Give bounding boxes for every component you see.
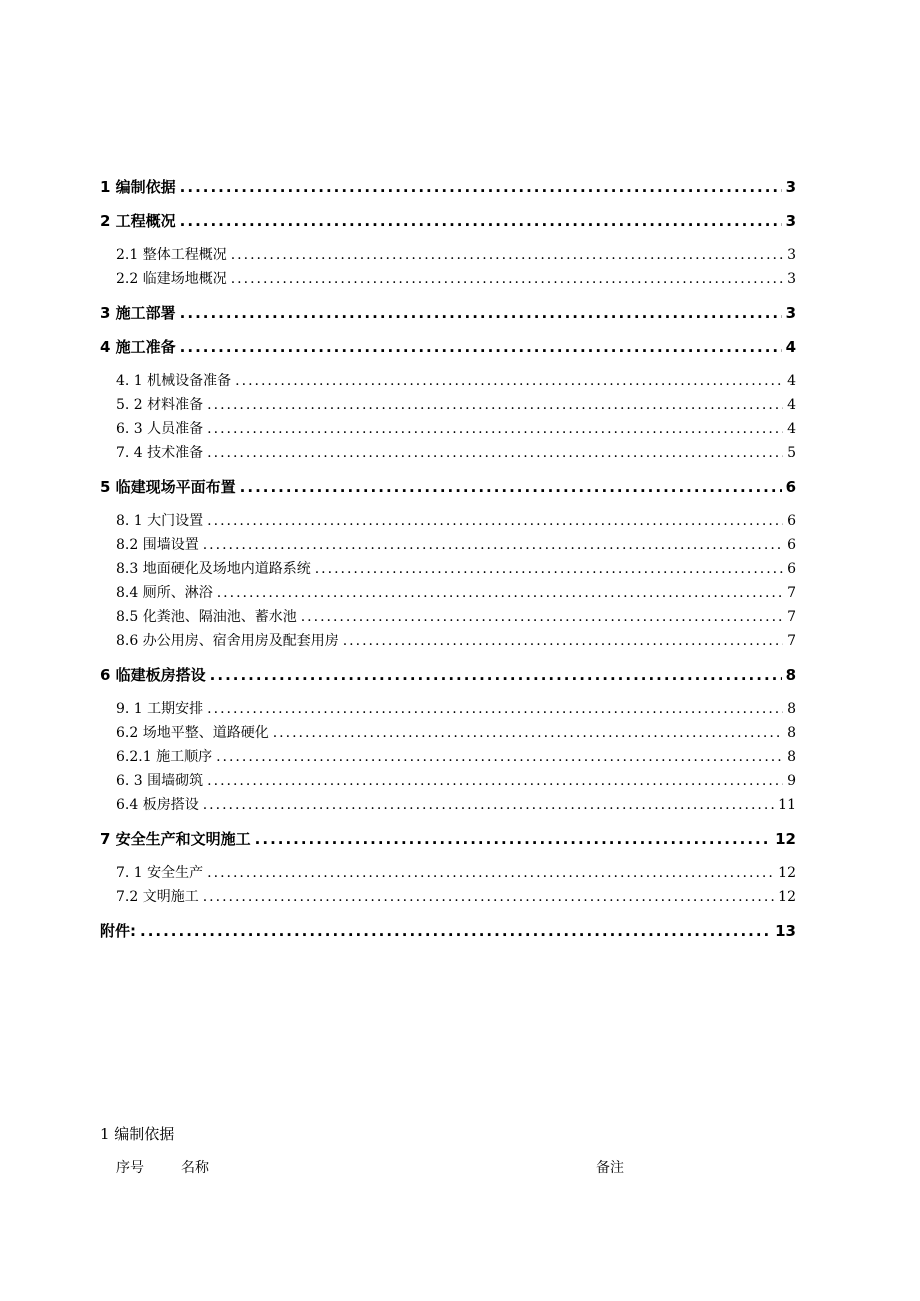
toc-entry-label: 5 临建现场平面布置 [100, 478, 236, 496]
toc-leader-dots [217, 585, 783, 601]
toc-leader-dots [203, 537, 783, 553]
toc-entry-page: 4 [787, 421, 796, 437]
toc-leader-dots [203, 797, 774, 813]
toc-leader-dots [315, 561, 783, 577]
toc-entry-label: 1 编制依据 [100, 178, 176, 196]
toc-leader-dots [180, 178, 782, 196]
toc-entry-page: 7 [787, 609, 796, 625]
toc-subentry[interactable] [100, 794, 796, 818]
toc-subentry[interactable] [100, 418, 796, 442]
toc-leader-dots [255, 830, 771, 848]
toc-subentry[interactable] [100, 244, 796, 268]
toc-entry-page: 9 [787, 773, 796, 789]
toc-entry[interactable] [100, 476, 796, 500]
toc-entry-label: 4. 1 机械设备准备 [116, 373, 232, 389]
toc-entry-page: 3 [785, 304, 796, 322]
toc-entry-label: 8.4 厕所、淋浴 [116, 585, 213, 601]
toc-entry-page: 6 [787, 537, 796, 553]
toc-leader-dots [207, 513, 783, 529]
toc-entry-page: 3 [785, 178, 796, 196]
toc-entry-page: 3 [787, 271, 796, 287]
toc-entry-page: 8 [787, 701, 796, 717]
toc-subentry[interactable] [100, 268, 796, 292]
table-header-index: 序号 [116, 1160, 144, 1176]
toc-entry-label: 7.2 文明施工 [116, 889, 199, 905]
toc-leader-dots [207, 445, 783, 461]
toc-leader-dots [216, 749, 783, 765]
toc-entry-page: 12 [778, 865, 796, 881]
toc-subentry[interactable] [100, 510, 796, 534]
toc-entry-page: 7 [787, 585, 796, 601]
toc-entry-label: 3 施工部署 [100, 304, 176, 322]
toc-subentry[interactable] [100, 862, 796, 886]
toc-entry-label: 7. 4 技术准备 [116, 445, 204, 461]
toc-leader-dots [203, 889, 774, 905]
toc-subentry[interactable] [100, 442, 796, 466]
toc-subentry[interactable] [100, 698, 796, 722]
toc-entry-page: 4 [785, 338, 796, 356]
toc-entry-label: 8.5 化粪池、隔油池、蓄水池 [116, 609, 297, 625]
toc-entry-page: 5 [787, 445, 796, 461]
toc-leader-dots [180, 212, 782, 230]
toc-entry-page: 4 [787, 397, 796, 413]
toc-entry-page: 3 [787, 247, 796, 263]
toc-entry-page: 6 [787, 513, 796, 529]
toc-entry-label: 8.3 地面硬化及场地内道路系统 [116, 561, 311, 577]
toc-entry-page: 13 [775, 922, 796, 940]
toc-entry[interactable] [100, 828, 796, 852]
toc-subentry[interactable] [100, 746, 796, 770]
toc-entry-label: 6.2 场地平整、道路硬化 [116, 725, 269, 741]
toc-entry-page: 12 [778, 889, 796, 905]
toc-subentry[interactable] [100, 534, 796, 558]
toc-entry-page: 8 [787, 749, 796, 765]
toc-entry-label: 2 工程概况 [100, 212, 176, 230]
toc-subentry[interactable] [100, 370, 796, 394]
toc-subentry[interactable] [100, 722, 796, 746]
table-header-name: 名称 [181, 1160, 209, 1176]
toc-entry-page: 8 [785, 666, 796, 684]
toc-subentry[interactable] [100, 770, 796, 794]
toc-entry-label: 7 安全生产和文明施工 [100, 830, 251, 848]
toc-subentry[interactable] [100, 394, 796, 418]
toc-leader-dots [180, 304, 782, 322]
table-of-contents [100, 176, 796, 944]
toc-entry-label: 5. 2 材料准备 [116, 397, 204, 413]
toc-entry-label: 9. 1 工期安排 [116, 701, 204, 717]
toc-leader-dots [207, 773, 783, 789]
toc-leader-dots [231, 247, 783, 263]
toc-leader-dots [240, 478, 782, 496]
toc-leader-dots [343, 633, 783, 649]
toc-leader-dots [207, 865, 774, 881]
toc-entry[interactable] [100, 664, 796, 688]
toc-entry-label: 8.2 围墙设置 [116, 537, 199, 553]
toc-entry-page: 3 [785, 212, 796, 230]
toc-entry-label: 6.2.1 施工顺序 [116, 749, 213, 765]
toc-entry-page: 6 [785, 478, 796, 496]
toc-leader-dots [140, 922, 771, 940]
toc-entry-label: 8. 1 大门设置 [116, 513, 204, 529]
toc-leader-dots [231, 271, 783, 287]
toc-leader-dots [180, 338, 782, 356]
toc-entry-label: 7. 1 安全生产 [116, 865, 204, 881]
toc-entry-label: 2.2 临建场地概况 [116, 271, 227, 287]
toc-entry[interactable] [100, 302, 796, 326]
toc-entry-label: 6. 3 围墙砌筑 [116, 773, 204, 789]
toc-entry-page: 8 [787, 725, 796, 741]
toc-entry[interactable] [100, 176, 796, 200]
toc-leader-dots [210, 666, 782, 684]
toc-entry-label: 2.1 整体工程概况 [116, 247, 227, 263]
toc-entry-label: 4 施工准备 [100, 338, 176, 356]
toc-leader-dots [301, 609, 783, 625]
toc-entry-label: 8.6 办公用房、宿舍用房及配套用房 [116, 633, 339, 649]
section-heading: 1 编制依据 [100, 1125, 175, 1143]
toc-entry[interactable] [100, 920, 796, 944]
toc-subentry[interactable] [100, 886, 796, 910]
toc-entry[interactable] [100, 336, 796, 360]
toc-entry-page: 6 [787, 561, 796, 577]
toc-subentry[interactable] [100, 606, 796, 630]
toc-subentry[interactable] [100, 558, 796, 582]
toc-leader-dots [273, 725, 783, 741]
toc-entry-label: 附件: [100, 922, 136, 940]
toc-leader-dots [207, 701, 783, 717]
toc-subentry[interactable] [100, 582, 796, 606]
toc-leader-dots [207, 421, 783, 437]
toc-entry-label: 6. 3 人员准备 [116, 421, 204, 437]
toc-entry[interactable] [100, 210, 796, 234]
toc-leader-dots [235, 373, 783, 389]
toc-entry-label: 6.4 板房搭设 [116, 797, 199, 813]
toc-leader-dots [207, 397, 783, 413]
toc-subentry[interactable] [100, 630, 796, 654]
toc-entry-page: 7 [787, 633, 796, 649]
toc-entry-page: 11 [778, 797, 796, 813]
toc-entry-label: 6 临建板房搭设 [100, 666, 206, 684]
table-header-remark: 备注 [596, 1160, 624, 1176]
toc-entry-page: 12 [775, 830, 796, 848]
toc-entry-page: 4 [787, 373, 796, 389]
